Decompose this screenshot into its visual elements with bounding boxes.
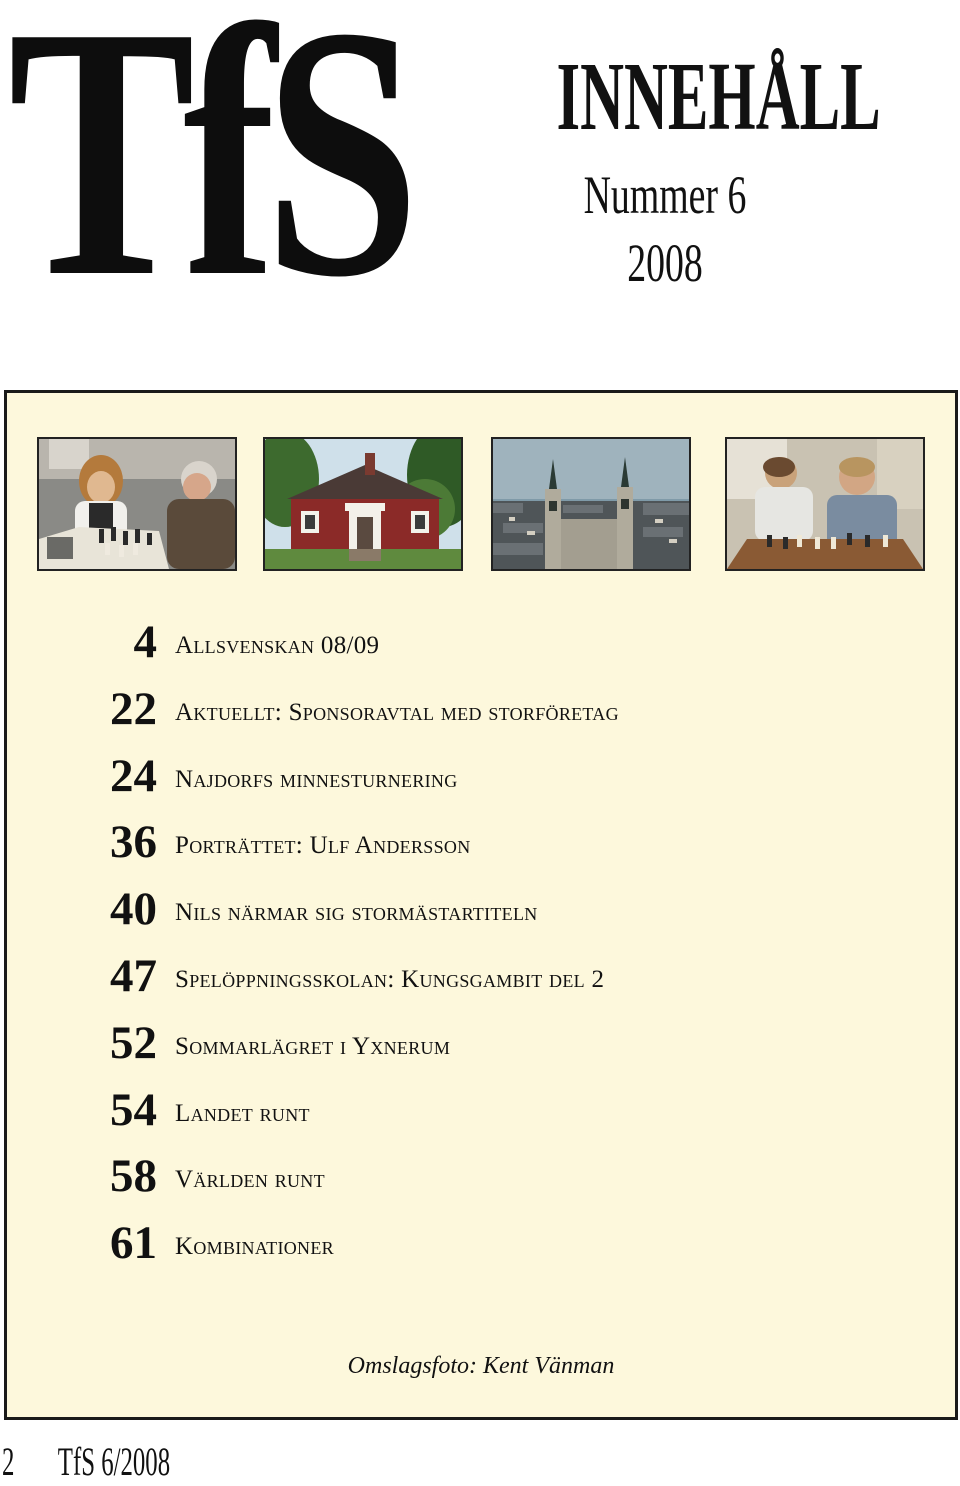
page-number: 2 <box>2 1439 15 1484</box>
contents-panel <box>4 390 958 1420</box>
toc-page-number: 40 <box>110 883 157 936</box>
issue-reference: TfS 6/2008 <box>57 1439 171 1484</box>
toc-article-title: Världen runt <box>175 1166 325 1194</box>
toc-article-title: Nils närmar sig stormästartiteln <box>175 899 538 927</box>
toc-page-number: 58 <box>110 1150 157 1203</box>
table-of-contents <box>7 615 947 1283</box>
toc-page-number: 22 <box>110 682 157 735</box>
photo-chess-game-woman-and-man <box>37 437 237 571</box>
toc-item[interactable] <box>7 1083 947 1150</box>
toc-item[interactable] <box>7 1216 947 1283</box>
toc-page-number: 36 <box>110 816 157 869</box>
toc-item[interactable] <box>7 882 947 949</box>
toc-item[interactable] <box>7 615 947 682</box>
toc-page-number: 24 <box>110 749 157 802</box>
issue-year: 2008 <box>627 233 703 293</box>
toc-item[interactable] <box>7 949 947 1016</box>
toc-item[interactable] <box>7 682 947 749</box>
cover-photo-credit: Omslagsfoto: Kent Vänman <box>347 1353 615 1379</box>
toc-item[interactable] <box>7 1149 947 1216</box>
magazine-logo: TfS <box>8 0 408 351</box>
toc-item[interactable] <box>7 1016 947 1083</box>
toc-article-title: Kombinationer <box>175 1233 334 1261</box>
toc-article-title: Najdorfs minnesturnering <box>175 765 458 793</box>
page-footer <box>2 1439 171 1484</box>
toc-page-number: 47 <box>110 949 157 1002</box>
page-title: INNEHÅLL <box>556 43 881 151</box>
toc-article-title: Aktuellt: Sponsoravtal med storföretag <box>175 698 619 726</box>
toc-article-title: Sommarlägret i Yxnerum <box>175 1032 451 1060</box>
toc-item[interactable] <box>7 749 947 816</box>
toc-article-title: Allsvenskan 08/09 <box>175 632 380 659</box>
photo-two-men-playing-chess <box>725 437 925 571</box>
toc-article-title: Landet runt <box>175 1099 310 1127</box>
toc-article-title: Spelöppningsskolan: Kungsgambit del 2 <box>175 965 605 993</box>
photo-red-wooden-house <box>263 437 463 571</box>
toc-page-number: 4 <box>133 616 157 668</box>
toc-page-number: 54 <box>110 1083 157 1136</box>
issue-number: Nummer 6 <box>583 165 747 225</box>
toc-page-number: 52 <box>110 1016 157 1069</box>
photo-city-church-spires <box>491 437 691 571</box>
toc-article-title: Porträttet: Ulf Andersson <box>175 832 471 860</box>
toc-item[interactable] <box>7 815 947 882</box>
toc-page-number: 61 <box>110 1217 157 1270</box>
